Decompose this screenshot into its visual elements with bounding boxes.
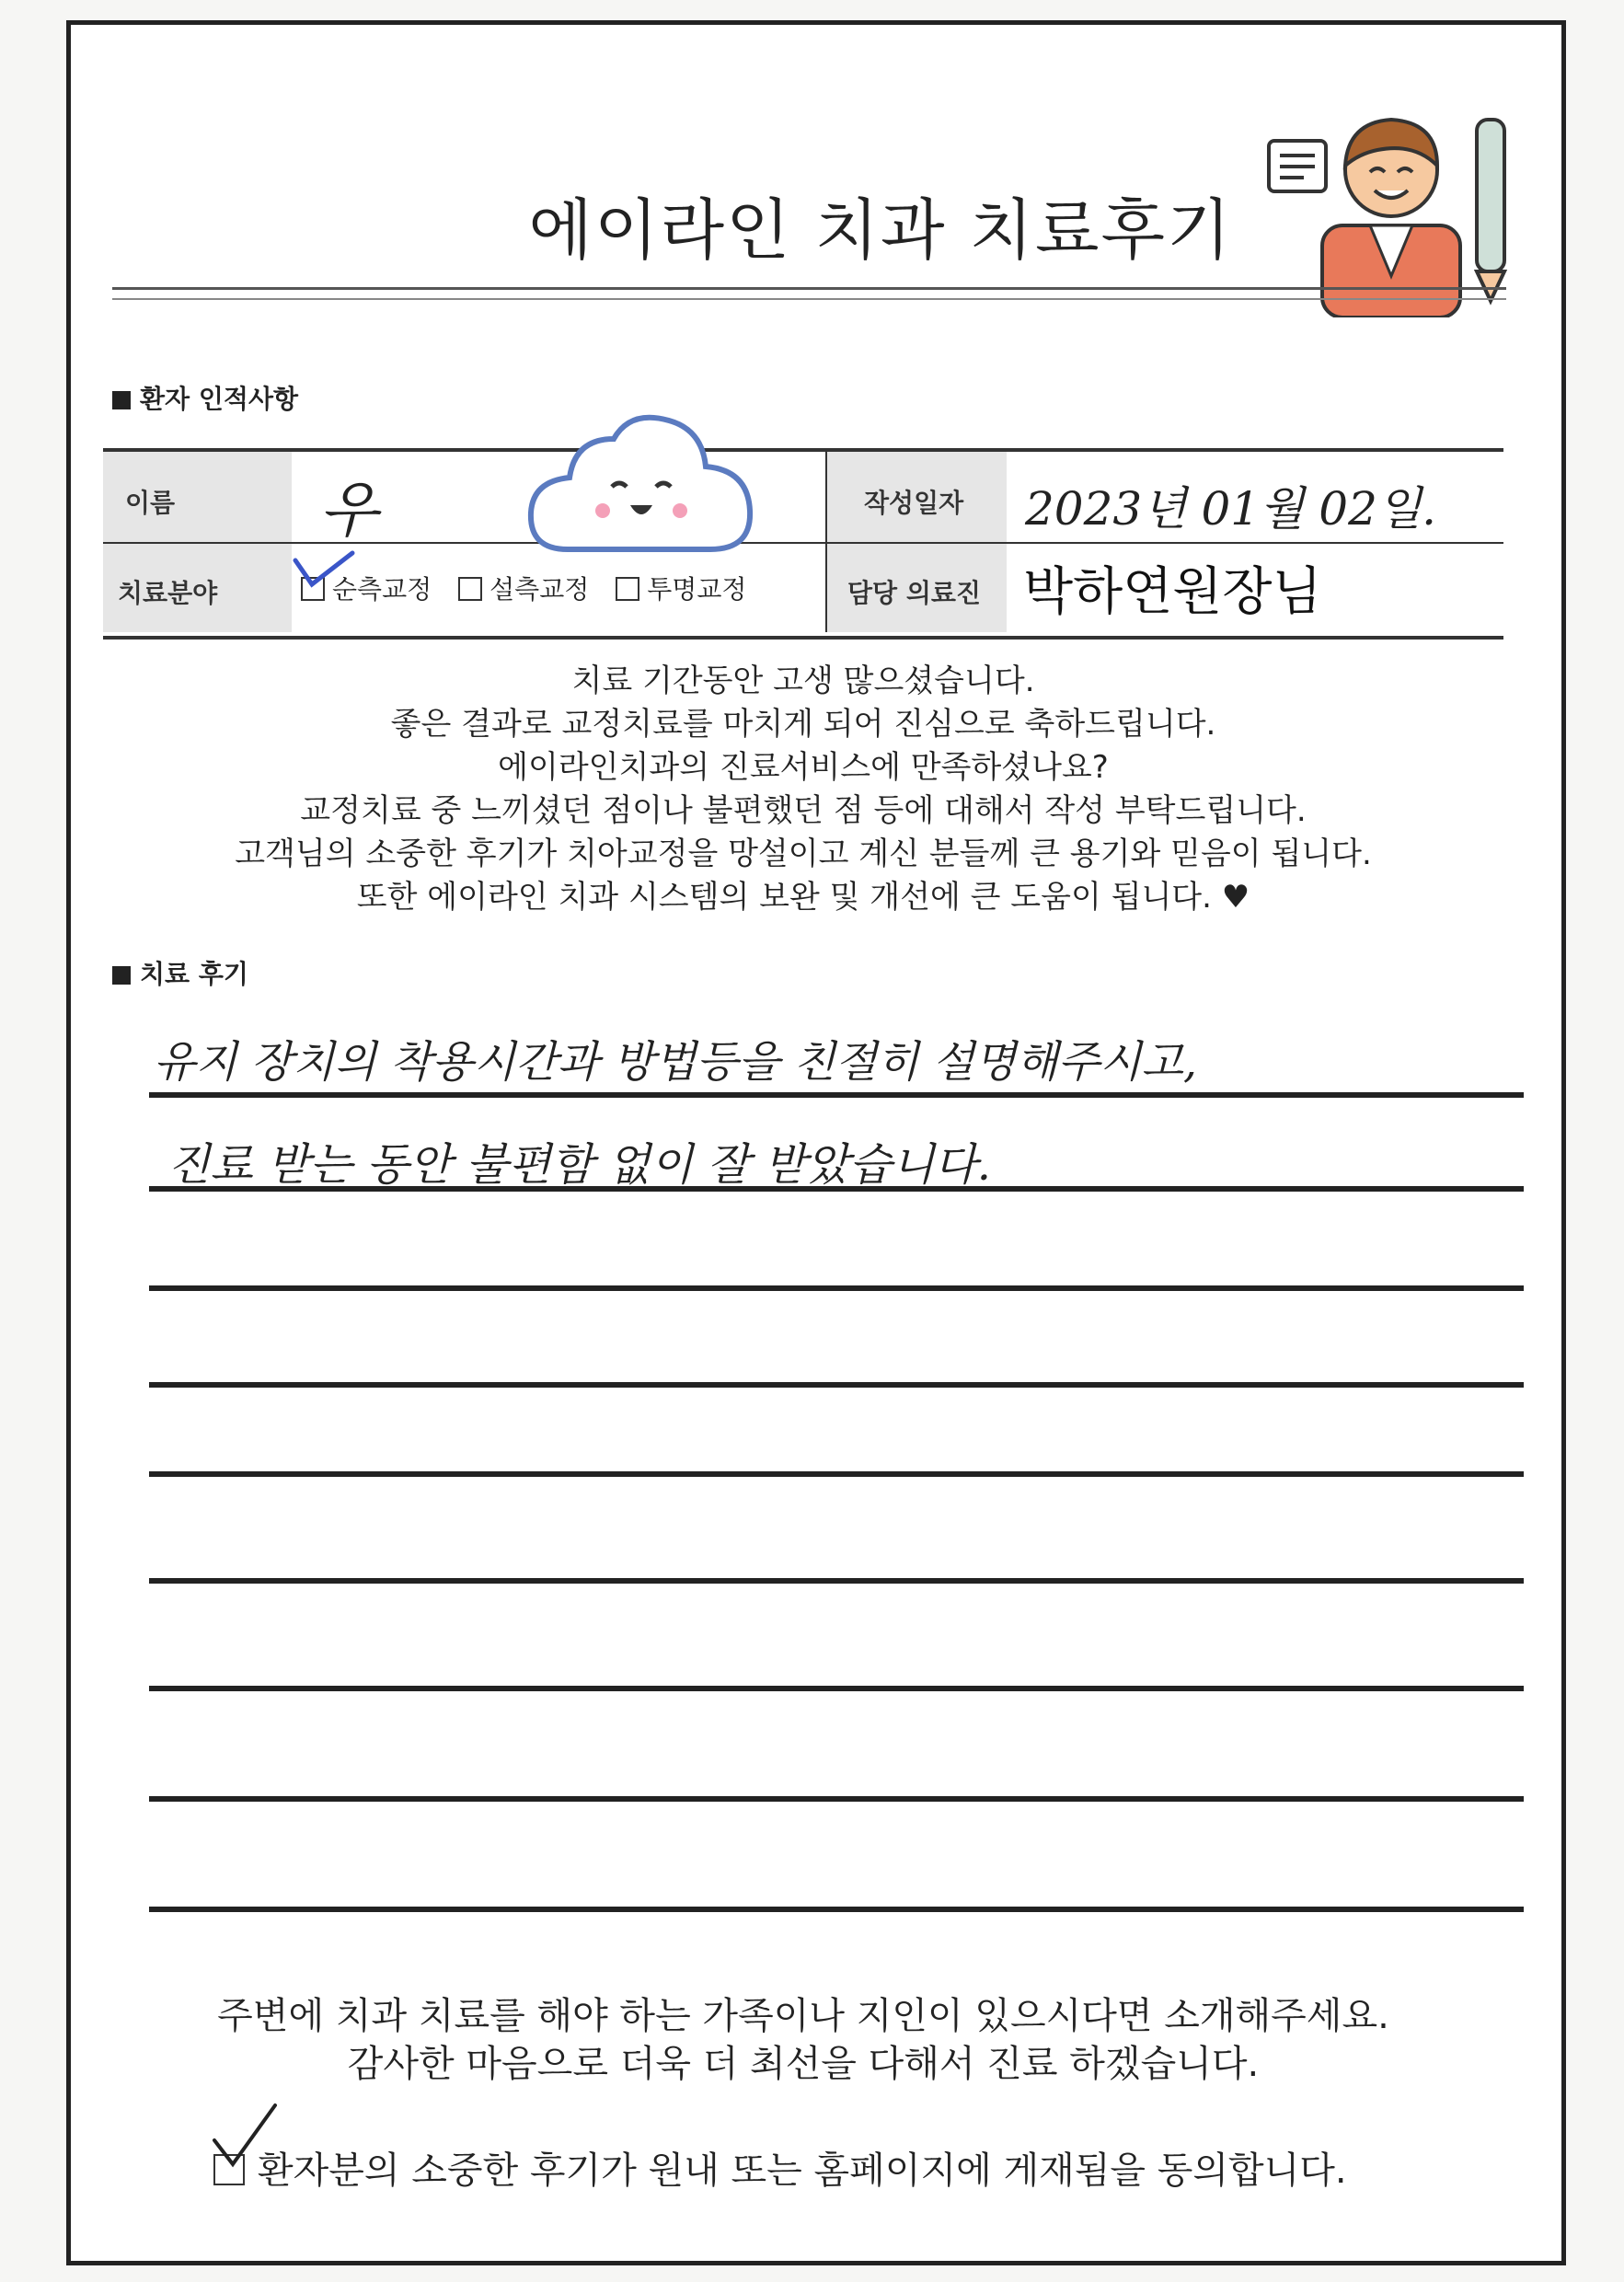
review-line-2: 진료 받는 동안 불편함 없이 잘 받았습니다. — [167, 1139, 992, 1191]
option-labial[interactable]: 순측교정 — [301, 570, 432, 606]
date-value-cell[interactable] — [1007, 452, 1503, 544]
title-divider-thin — [112, 298, 1506, 300]
page-title: 에이라인 치과 치료후기 — [528, 191, 1233, 269]
patient-name: 우 — [319, 475, 378, 546]
checkbox-clear[interactable] — [616, 577, 639, 601]
doctor-name: 박하연원장님 — [1023, 562, 1322, 622]
checkmark-icon — [292, 547, 356, 592]
writing-line — [149, 1092, 1524, 1098]
review-section-label: 치료 후기 — [112, 954, 248, 991]
consent-row[interactable] — [213, 2141, 1347, 2194]
guidance-message: 치료 기간동안 고생 많으셨습니다. 좋은 결과로 교정치료를 마치게 되어 진심으로 축하드립니다. 에이라인치과의 진료서비스에 만족하셨나요? 교정치료 중 느끼셨던 점이나 불편했던 점 등에 대해서 작성 부탁드립니다. 고객님의 소중한 후기가 치아교정을 망설이고 계신 분들께 큰 용기와 믿음이 됩니다. 또한 에이라인 치과 시스템의 보완 및 개선에 큰 도움이 됩니다. ♥ — [235, 663, 1372, 916]
writing-line — [149, 1796, 1524, 1802]
option-lingual[interactable]: 설측교정 — [458, 570, 589, 606]
consent-text: 환자분의 소중한 후기가 원내 또는 홈페이지에 게재됨을 동의합니다. — [258, 2149, 1347, 2192]
review-form-sheet — [66, 20, 1566, 2265]
referral-message: 주변에 치과 치료를 해야 하는 가족이나 지인이 있으시다면 소개해주세요. 감사한 마음으로 더욱 더 최선을 다해서 진료 하겠습니다. — [217, 1995, 1389, 2085]
writing-line — [149, 1907, 1524, 1912]
section-bullet-icon — [112, 391, 131, 409]
review-line-1: 유지 장치의 착용시간과 방법등을 친절히 설명해주시고, — [154, 1037, 1197, 1088]
writing-line — [149, 1285, 1524, 1291]
option-clear[interactable]: 투명교정 — [616, 570, 746, 606]
date-label-cell: 작성일자 — [827, 452, 1007, 544]
written-date: 2023년 01월 02일. — [1025, 482, 1437, 536]
consent-checkmark-icon — [209, 2100, 282, 2173]
field-label-cell: 치료분야 — [103, 544, 292, 632]
cloud-sticker-icon — [522, 402, 761, 577]
patient-section-label: 환자 인적사항 — [112, 379, 298, 416]
writing-line — [149, 1471, 1524, 1477]
writing-line — [149, 1578, 1524, 1584]
writing-line — [149, 1686, 1524, 1691]
title-divider — [112, 287, 1506, 290]
writing-line — [149, 1186, 1524, 1192]
name-label-cell: 이름 — [103, 452, 292, 544]
section-bullet-icon — [112, 966, 131, 985]
checkbox-lingual[interactable] — [458, 577, 482, 601]
reviewer-avatar-icon — [1267, 87, 1515, 317]
doctor-label-cell: 담당 의료진 — [827, 544, 1007, 632]
patient-info-table — [103, 448, 1503, 640]
writing-line — [149, 1382, 1524, 1388]
